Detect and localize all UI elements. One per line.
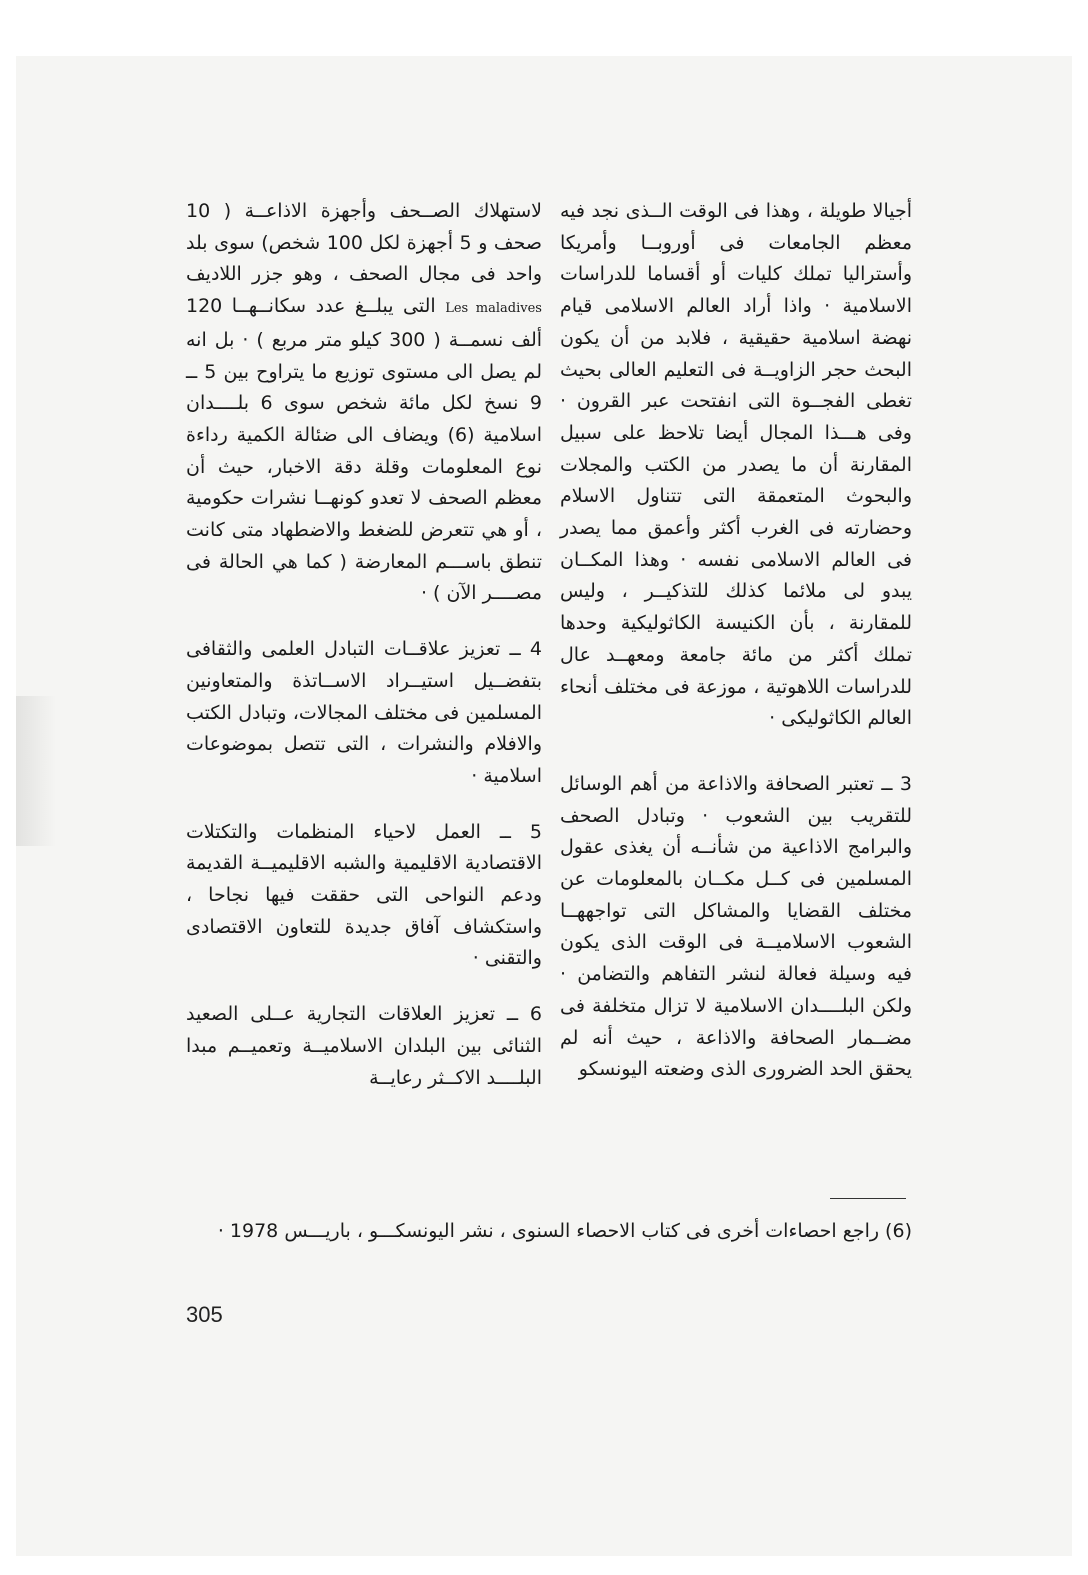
left-paragraph-1-part-a: لاستهلاك الصــحف وأجهزة الاذاعــة ( 10 صحف و 5 أجهزة لكل 100 شخص) سوى بلد واحد فى مجال الصحف ، وهو جزر اللاديف: [186, 200, 542, 286]
left-column: [186, 196, 542, 1094]
left-paragraph-1-part-b: التى يبلــغ عدد سكانــهــا 120 ألف نسمــة ( 300 كيلو متر مربع ) · بل انه لم يصل الى مستوى توزيع ما يتراوح بين 5 ــ 9 نسخ لكل مائة شخص سوى 6 بلــــدان اسلامية (6) ويضاف الى ضئالة الكمية رداءة نوع المعلومات وقلة دقة الاخبار، حيث أن معظم الصحف لا تعدو كونهــا نشرات حكومية ، أو هي تتعرض للضغط والاضطهاد متى كانت تنطق باســـم المعارضة ( كما هي الحالة فى مصــــر الآن ) ·: [186, 295, 543, 605]
left-paragraph-4: 6 ــ تعزيز العلاقات التجارية عــلى الصعيد الثنائى بين البلدان الاسلاميــة وتعميــم مبدا البلــــد الاكــثر رعايــة: [186, 1003, 542, 1089]
left-paragraph-3: 5 ــ العمل لاحياء المنظمات والتكتلات الاقتصادية الاقليمية والشبه الاقليميــة القديمة ودعم النواحى التى حققت فيها نجاحا ، واستكشاف آفاق جديدة للتعاون الاقتصادى والتقنى ·: [186, 820, 542, 970]
scan-shadow: [16, 696, 56, 846]
left-paragraph-2: 4 ــ تعزيز علاقــات التبادل العلمى والثقافى بتفضــيل استيــراد الاســاتذة والمتعاونين المسلمين فى مختلف المجالات، وتبادل الكتب والافلام والنشرات ، التى تتصل بموضوعات اسلامية ·: [186, 638, 542, 787]
page-number: 305: [186, 1302, 223, 1327]
latin-term: Les maladives: [445, 301, 542, 317]
footnote-divider: [830, 1198, 906, 1199]
footnote: (6) راجع احصاءات أخرى فى كتاب الاحصاء السنوى ، نشر اليونسكـــو ، باريـــس 1978 ·: [217, 1220, 912, 1242]
left-paragraph-1: [186, 196, 542, 610]
right-column: [560, 196, 912, 1086]
right-paragraph-2: 3 ــ تعتبر الصحافة والاذاعة من أهم الوسائل للتقريب بين الشعوب · وتبادل الصحف والبرامج الاذاعية من شأنــه أن يغذى عقول المسلمين فى كــل مكــان بالمعلومات عن مختلف القضايا والمشاكل التى تواجههــا الشعوب الاسلاميــة فى الوقت الذى يكون فيه وسيلة فعالة لنشر التفاهم والتضامن · ولكن البلــــدان الاسلامية لا تزال متخلفة فى مضــمار الصحافة والاذاعة ، حيث أنه لم يحقق الحد الضرورى الذى وضعته اليونسكو: [560, 772, 912, 1081]
right-paragraph-1: أجيالا طويلة ، وهذا فى الوقت الــذى نجد فيه معظم الجامعات فى أوروبــا وأمريكا وأستراليا تملك كليات أو أقساما للدراسات الاسلامية · واذا أراد العالم الاسلامى قيام نهضة اسلامية حقيقية ، فلابد من أن يكون البحث حجر الزاويــة فى التعليم العالى بحيث تغطى الفجــوة التى انفتحت عبر القرون · وفى هـــذا المجال أيضا تلاحظ على سبيل المقارنة أن ما يصدر من الكتب والمجلات والبحوث المتعمقة التى تتناول الاسلام وحضارته فى الغرب أكثر وأعمق مما يصدر فى العالم الاسلامى نفسه · وهذا المكــان يبدو لى ملائما كذلك للتذكيــر ، وليس للمقارنة ، بأن الكنيسة الكاثوليكية وحدها تملك أكثر من مائة جامعة ومعهــد عال للدراسات اللاهوتية ، موزعة فى مختلف أنحاء العالم الكاثوليكى ·: [560, 200, 912, 730]
page-sheet: [16, 56, 1072, 1556]
